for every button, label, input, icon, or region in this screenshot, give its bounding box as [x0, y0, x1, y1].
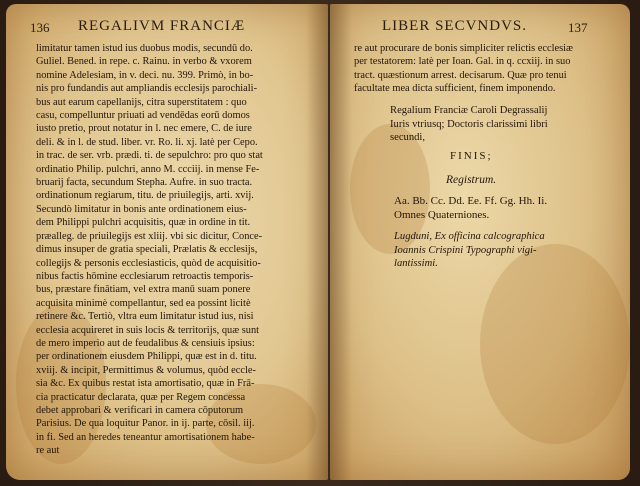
- text-line: iusto pretio, prout notatur in l. nec emere, C. de iure: [36, 123, 252, 135]
- water-stain: [480, 244, 630, 444]
- right-page: [330, 4, 630, 480]
- text-line: debet approbari & verificari in camera cōputorum: [36, 404, 244, 416]
- text-line: cia practicatur declarata, quæ per Regem concessa: [36, 391, 246, 403]
- finis-label: FINIS;: [450, 150, 493, 162]
- right-page-text: [354, 42, 610, 96]
- text-line: nis pro fundandis aut ampliandis ecclesijs parochiali-: [36, 83, 258, 95]
- text-line: Iuris vtriusq; Doctoris clarissimi libri: [390, 118, 548, 130]
- text-line: bus, præstare finātiam, vel extra manū suam ponere: [36, 284, 251, 296]
- text-line: secundi,: [390, 132, 426, 144]
- registrum-title: Registrum.: [446, 174, 497, 186]
- text-line: xviij. & incipit, Permittimus & volumus, quòd eccle-: [36, 364, 256, 376]
- left-page-text: [36, 42, 312, 458]
- text-line: limitatur tamen istud ius duobus modis, secundū do.: [36, 43, 253, 54]
- colophon: [394, 230, 604, 271]
- text-line: ecclesia acquireret in suis locis & territorijs, quæ sunt: [36, 324, 260, 336]
- text-line: retinere &c. Tertiò, vltra eum limitatur istud ius, nisi: [36, 311, 254, 323]
- text-line: in fi. Sed an heredes teneantur amortisationem habe-: [36, 431, 255, 443]
- registrum-list: [394, 194, 604, 222]
- text-line: lantissimi.: [394, 258, 438, 270]
- text-line: bus aut earum capellanijs, citra superstitatem : quo: [36, 96, 247, 108]
- text-line: facultate mea dicta sufficient, finem imponendo.: [354, 83, 556, 95]
- text-line: in trac. de ser. vrb. prædi. ti. de sepulchro: pro quo stat: [36, 150, 263, 162]
- text-line: casu, compelluntur priuati ad vendēdas eorū domos: [36, 110, 250, 122]
- book-closing-title: [390, 104, 604, 145]
- text-line: Regalium Franciæ Caroli Degrassalij: [390, 105, 548, 116]
- page-number: 137: [568, 20, 588, 35]
- running-head: REGALIVM FRANCIÆ: [78, 18, 246, 34]
- text-line: dimus insuper de gratia speciali, Prælatis & ecclesijs,: [36, 244, 258, 256]
- text-line: collegijs & personis ecclesiasticis, quòd de acquisitio-: [36, 257, 261, 269]
- text-line: deli. & in l. de stud. liber. vr. Ro. li. xj. latè per Cepo.: [36, 136, 258, 148]
- text-line: Omnes Quaterniones.: [394, 209, 490, 221]
- text-line: Ioannis Crispini Typographi vigi-: [394, 244, 537, 256]
- text-line: re aut: [36, 445, 60, 457]
- text-line: Secundò limitatur in bonis ante ordinationem eius-: [36, 203, 247, 215]
- text-line: Lugduni, Ex officina calcographica: [394, 231, 545, 242]
- page-number: 136: [30, 20, 50, 35]
- text-line: per ordinationem eiusdem Philippi, quæ est in d. titu.: [36, 351, 257, 363]
- left-page: [6, 4, 328, 480]
- text-line: nomine Adelesiam, in v. deci. nu. 399. Primò, in bo-: [36, 69, 254, 81]
- text-line: Parisius. De qua loquitur Panor. in ij. parte, cōsil. iij.: [36, 418, 255, 430]
- text-line: Aa. Bb. Cc. Dd. Ee. Ff. Gg. Hh. Ii.: [394, 195, 548, 207]
- text-line: præalleg. de priuilegijs est xliij. vbi sic dicitur, Conce-: [36, 230, 263, 242]
- text-line: sia &c. Ex quibus restat ista amortisatio, quæ in Frā-: [36, 378, 255, 390]
- text-line: per testatorem: latè per Ioan. Gal. in q. ccxiij. in suo: [354, 56, 571, 68]
- text-line: ordinatio Philip. pulchri, anno M. ccciij. in mense Fe-: [36, 163, 260, 175]
- text-line: acquisita minimè compellantur, sed ea possint licitè: [36, 297, 251, 309]
- text-line: dem Philippi pulchri acquisitis, quæ in ordine in tit.: [36, 217, 251, 229]
- text-line: re aut procurare de bonis simpliciter relictis ecclesiæ: [354, 43, 573, 54]
- text-line: ordinationum regiarum, titu. de priuilegijs, arti. xvij.: [36, 190, 254, 202]
- gutter-shadow: [330, 4, 352, 480]
- text-line: nibus factis hōmine ecclesiarum retroactis temporis-: [36, 270, 254, 282]
- text-line: Guliel. Bened. in repe. c. Rainu. in verbo & vxorem: [36, 56, 252, 68]
- text-line: bruarij facta, secundum Stepha. Aufre. in suo tracta.: [36, 177, 253, 189]
- running-head: LIBER SECVNDVS.: [382, 18, 528, 34]
- text-line: tract. quæstionum arrest. decisarum. Quæ pro tenui: [354, 69, 567, 81]
- text-line: de mero imperio aut de feudalibus & censiuis ipsius:: [36, 337, 255, 349]
